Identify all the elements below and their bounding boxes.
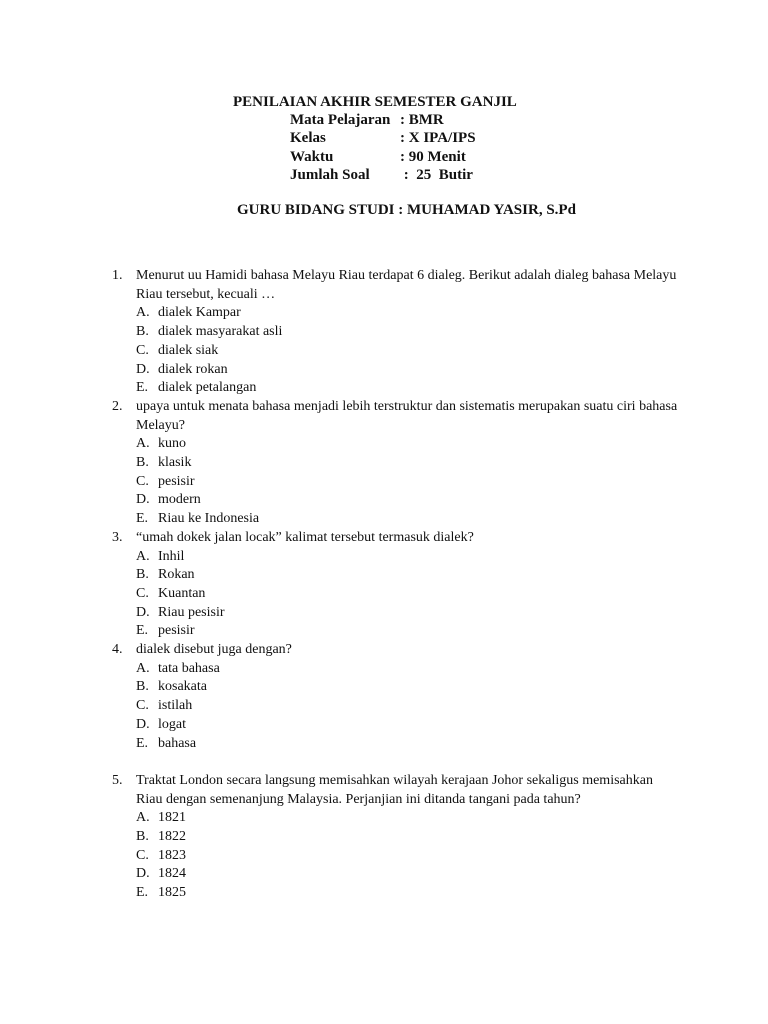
option-text: kosakata	[158, 679, 207, 695]
option-letter: C.	[136, 698, 149, 714]
answer-option	[136, 491, 682, 510]
option-text: 1821	[158, 810, 186, 826]
option-text: logat	[158, 716, 186, 732]
meta-row-time	[290, 148, 476, 166]
option-text: 1824	[158, 866, 186, 882]
answer-option	[136, 716, 682, 735]
option-letter: E.	[136, 735, 149, 751]
option-letter: D.	[136, 866, 150, 882]
meta-label: Kelas	[290, 130, 326, 147]
option-letter: B.	[136, 455, 149, 471]
answer-option	[136, 809, 682, 828]
meta-row-subject	[290, 111, 476, 129]
answer-option	[136, 435, 682, 454]
option-letter: A.	[136, 810, 150, 826]
meta-label: Jumlah Soal	[290, 166, 370, 183]
answer-option	[136, 566, 682, 585]
meta-label: Mata Pelajaran	[290, 112, 391, 128]
answer-option	[136, 548, 682, 567]
option-text: pesisir	[158, 623, 195, 639]
option-letter: A.	[136, 660, 150, 676]
question-text: “umah dokek jalan locak” kalimat tersebut termasuk dialek?	[136, 529, 474, 545]
answer-option	[136, 604, 682, 623]
meta-row-question-count	[290, 166, 476, 184]
question-number: 3.	[112, 529, 123, 545]
paragraph-gap	[112, 753, 682, 772]
answer-option	[136, 585, 682, 604]
answer-option	[136, 342, 682, 361]
answer-option	[136, 379, 682, 398]
option-text: Riau pesisir	[158, 604, 225, 620]
option-letter: C.	[136, 585, 149, 601]
answer-option	[136, 735, 682, 754]
answer-option	[136, 361, 682, 380]
question-text: upaya untuk menata bahasa menjadi lebih terstruktur dan sistematis merupakan suatu ciri bahasa Melayu?	[136, 398, 678, 433]
answer-option	[136, 660, 682, 679]
option-letter: A.	[136, 548, 150, 564]
option-text: modern	[158, 492, 201, 508]
answer-option	[136, 304, 682, 323]
option-text: dialek masyarakat asli	[158, 324, 283, 340]
meta-value: : 25 Butir	[400, 166, 473, 183]
answer-option	[136, 473, 682, 492]
exam-title: PENILAIAN AKHIR SEMESTER GANJIL	[233, 94, 517, 110]
teacher-line: GURU BIDANG STUDI : MUHAMAD YASIR, S.Pd	[237, 202, 576, 218]
option-letter: D.	[136, 361, 150, 377]
option-text: istilah	[158, 698, 193, 714]
option-letter: C.	[136, 342, 149, 358]
question-3	[112, 529, 682, 641]
question-number: 5.	[112, 772, 123, 788]
question-2	[112, 398, 682, 529]
option-text: 1823	[158, 847, 186, 863]
option-text: bahasa	[158, 735, 197, 751]
option-letter: B.	[136, 567, 149, 583]
option-text: pesisir	[158, 473, 195, 489]
meta-value: : 90 Menit	[400, 148, 466, 165]
option-letter: C.	[136, 473, 149, 489]
answer-option	[136, 622, 682, 641]
question-4	[112, 641, 682, 753]
option-text: kuno	[158, 436, 186, 452]
question-5	[112, 772, 682, 903]
option-text: Inhil	[158, 548, 185, 564]
option-letter: A.	[136, 305, 150, 321]
option-letter: C.	[136, 847, 149, 863]
meta-value: : X IPA/IPS	[400, 130, 476, 147]
option-letter: B.	[136, 829, 149, 845]
option-text: Riau ke Indonesia	[158, 511, 260, 527]
option-text: 1822	[158, 829, 186, 845]
option-letter: D.	[136, 492, 150, 508]
answer-option	[136, 847, 682, 866]
option-letter: E.	[136, 623, 149, 639]
question-text: Menurut uu Hamidi bahasa Melayu Riau terdapat 6 dialeg. Berikut adalah dialeg bahasa Melayu Riau tersebut, kecuali …	[136, 268, 677, 302]
question-number: 1.	[112, 268, 123, 283]
option-text: klasik	[158, 455, 192, 471]
option-text: dialek Kampar	[158, 305, 241, 321]
answer-option	[136, 678, 682, 697]
exam-meta	[290, 111, 476, 184]
option-letter: A.	[136, 436, 150, 452]
option-text: dialek siak	[158, 342, 219, 358]
answer-option	[136, 510, 682, 529]
question-text: Traktat London secara langsung memisahkan wilayah kerajaan Johor sekaligus memisahkan Riau dengan semenanjung Malaysia. Perjanjian ini ditanda tangani pada tahun?	[136, 772, 653, 807]
option-letter: E.	[136, 885, 149, 901]
option-text: 1825	[158, 885, 186, 901]
option-text: Kuantan	[158, 585, 206, 601]
answer-option	[136, 454, 682, 473]
question-text: dialek disebut juga dengan?	[136, 642, 292, 658]
option-text: dialek rokan	[158, 361, 228, 377]
option-text: tata bahasa	[158, 660, 220, 676]
option-letter: E.	[136, 380, 149, 396]
option-letter: E.	[136, 511, 149, 527]
question-list	[112, 267, 682, 903]
question-number: 2.	[112, 398, 123, 414]
option-letter: B.	[136, 679, 149, 695]
answer-option	[136, 828, 682, 847]
option-letter: B.	[136, 324, 149, 340]
answer-option	[136, 323, 682, 342]
meta-label: Waktu	[290, 148, 334, 165]
answer-option	[136, 697, 682, 716]
option-letter: D.	[136, 604, 150, 620]
option-text: Rokan	[158, 567, 195, 583]
question-1	[112, 267, 682, 398]
answer-option	[136, 865, 682, 884]
answer-option	[136, 884, 682, 903]
question-number: 4.	[112, 642, 123, 658]
option-letter: D.	[136, 716, 150, 732]
meta-row-class	[290, 129, 476, 147]
meta-value: : BMR	[400, 112, 444, 128]
option-text: dialek petalangan	[158, 380, 257, 396]
